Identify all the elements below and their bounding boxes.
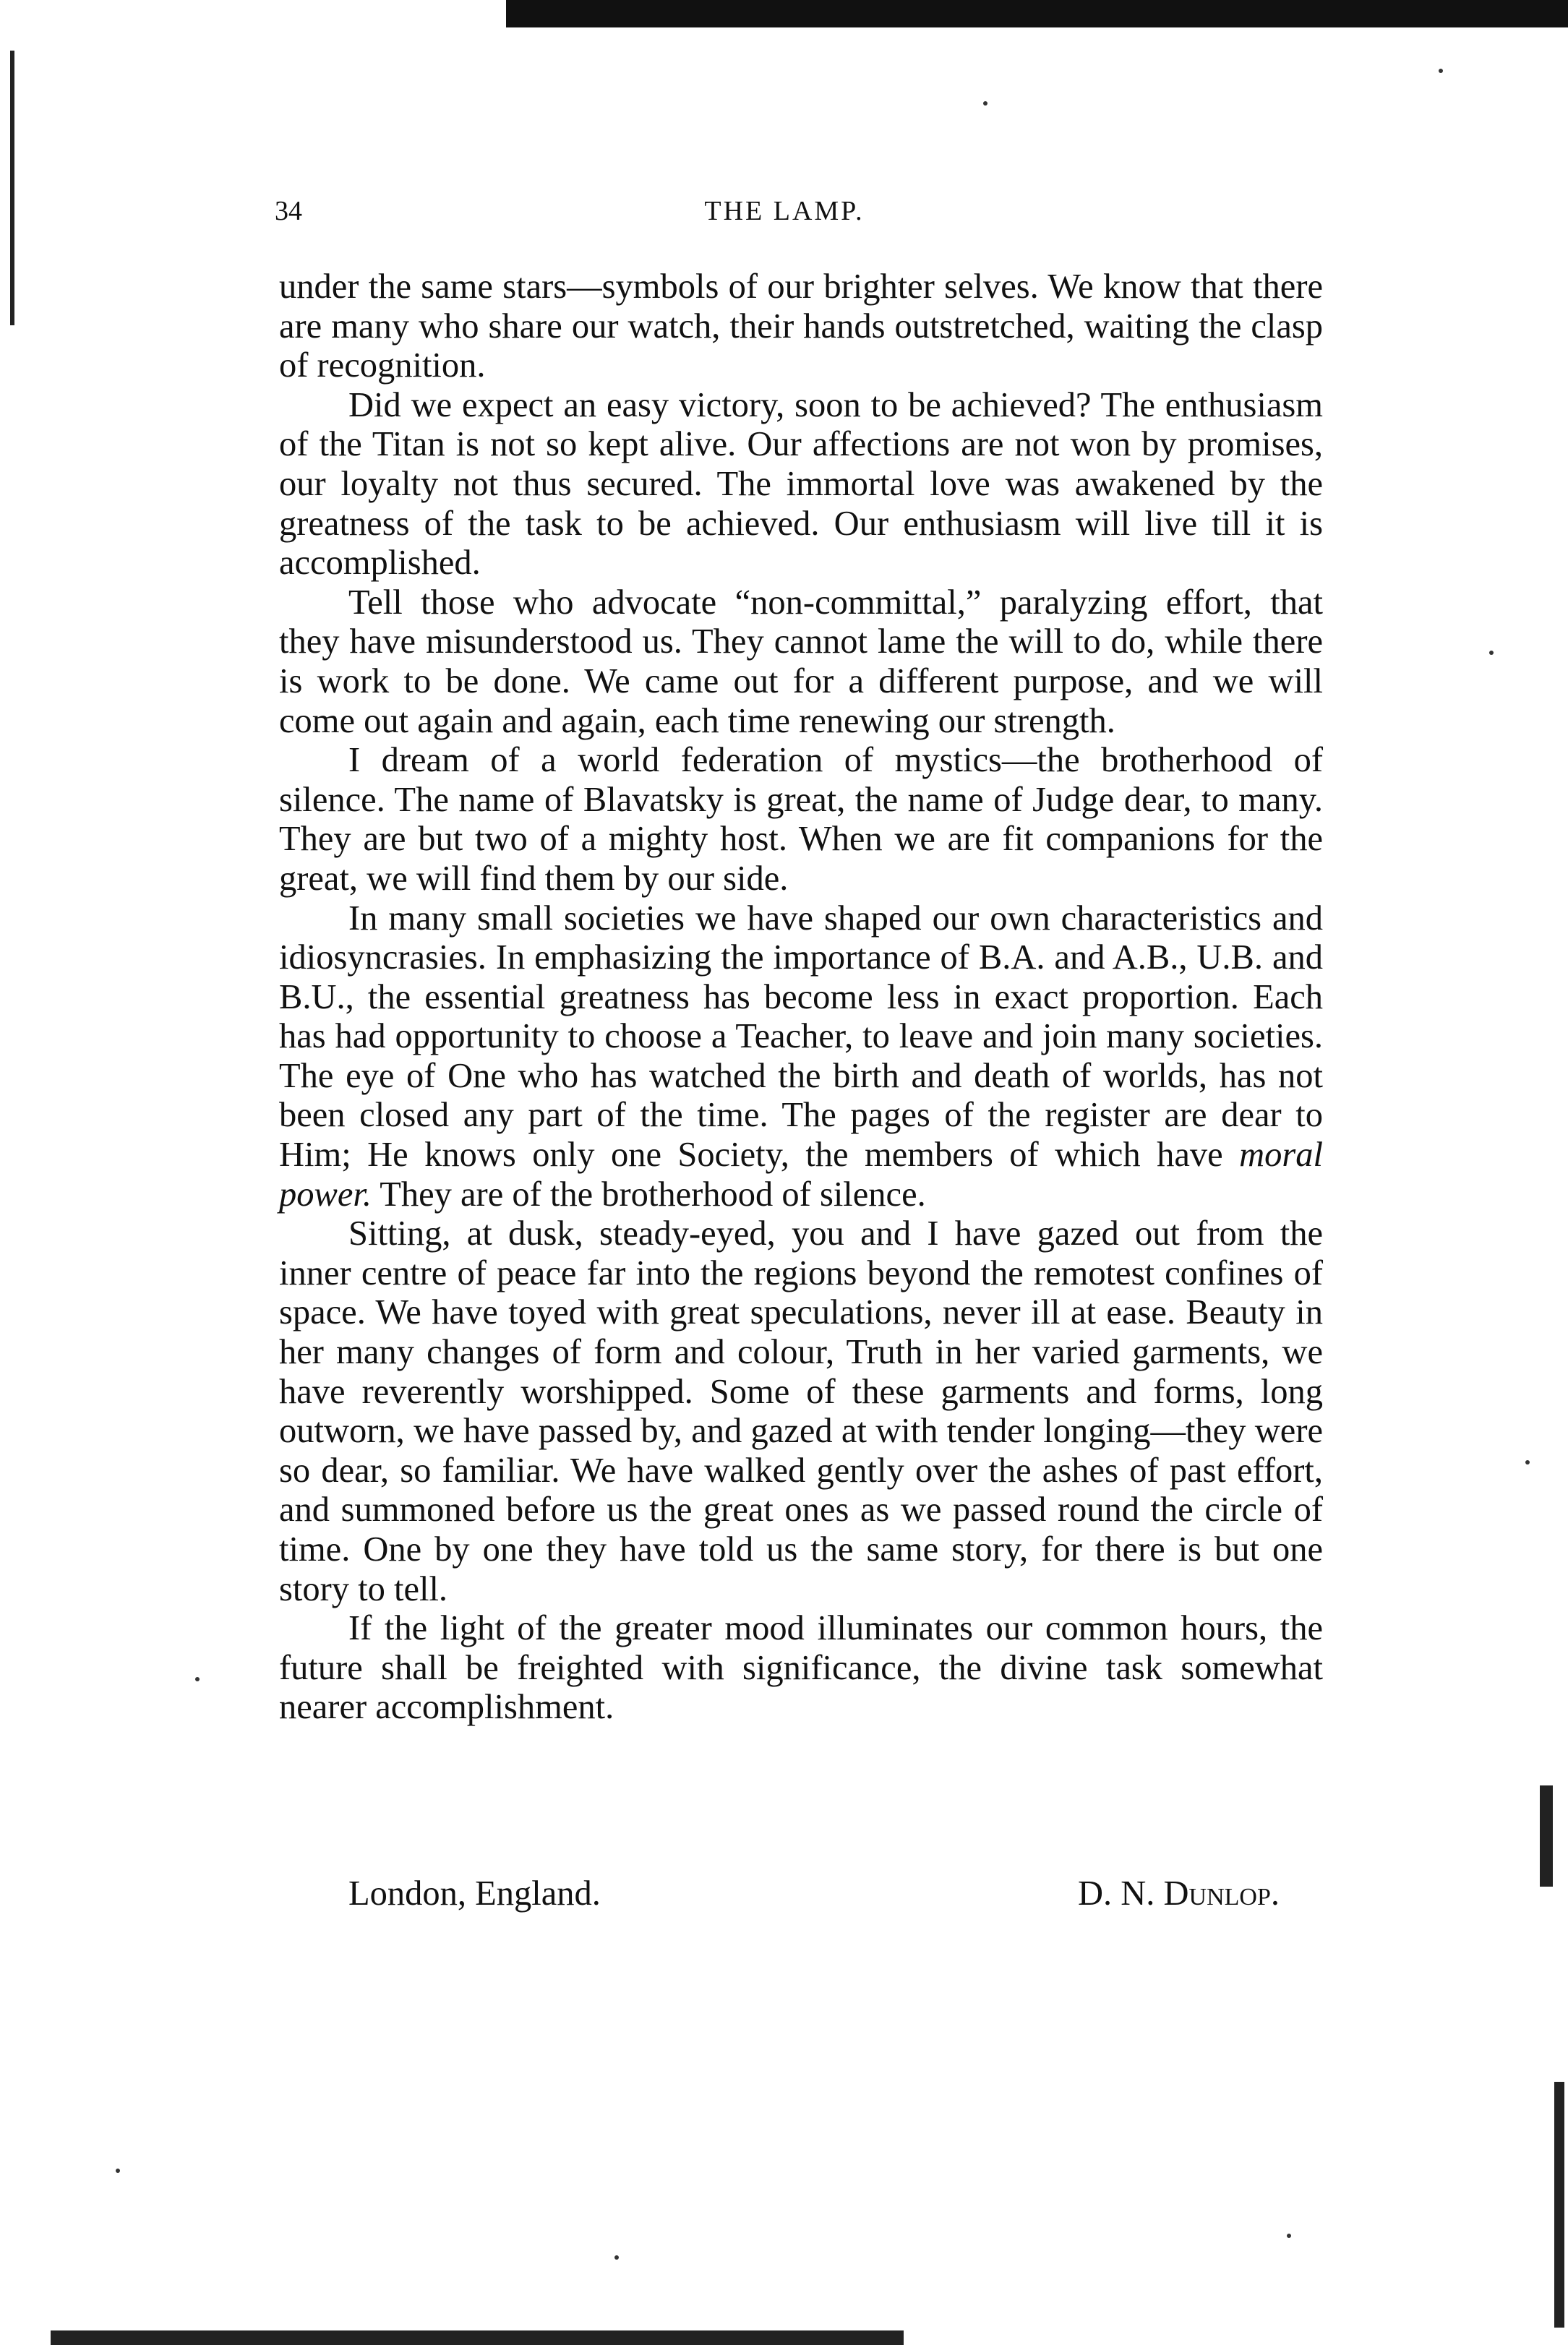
article-body [279, 267, 1323, 1728]
emphasized-text: moral power. [279, 1136, 1323, 1214]
signature-author: D. N. Dunlop. [1077, 1874, 1280, 1913]
right-scan-edge [1554, 2082, 1564, 2328]
scan-speck [1287, 2234, 1291, 2238]
paragraph-text: In many small societies we have shaped our own characteristics and idiosyncrasies. In emphasizing the importance of B.A. and A.B., U.B. and B.U., the essential greatness has become less in exact proportion. Each has had opportunity to choose a Teacher, to leave and join many societies. The eye of One who has watched the birth and death of worlds, has not been closed any part of the time. The pages of the register are dear to Him; He knows only one Society, the members of which have [279, 899, 1323, 1175]
scan-speck [614, 2255, 619, 2260]
scan-speck [1489, 651, 1494, 655]
paragraph: I dream of a world federation of mystics—the brotherhood of silence. The name of Blavatsky is great, the name of Judge dear, to many. They are but two of a mighty host. When we are fit companions for the great, we will find them by our side. [279, 741, 1323, 898]
scan-speck [116, 2169, 120, 2173]
scan-speck [1439, 69, 1443, 73]
right-scan-mark [1540, 1785, 1553, 1887]
signature-place: London, England. [348, 1874, 601, 1913]
paragraph: If the light of the greater mood illuminates our common hours, the future shall be freighted with significance, the divine task somewhat nearer accomplishment. [279, 1609, 1323, 1727]
paragraph [279, 899, 1323, 1215]
left-scan-edge [10, 51, 14, 325]
paragraph: Sitting, at dusk, steady-eyed, you and I have gazed out from the inner centre of peace far into the regions beyond the remotest confines of space. We have toyed with great speculations, never ill at ease. Beauty in her many changes of form and colour, Truth in her varied garments, we have reverently worshipped. Some of these garments and forms, long outworn, we have passed by, and gazed at with tender longing—they were so dear, so familiar. We have walked gently over the ashes of past effort, and summoned before us the great ones as we passed round the circle of time. One by one they have told us the same story, for there is but one story to tell. [279, 1214, 1323, 1608]
bottom-scan-rule [51, 2330, 904, 2345]
top-scan-rule [506, 0, 1568, 27]
paragraph-text: They are of the brotherhood of silence. [372, 1175, 926, 1214]
paragraph: under the same stars—symbols of our brighter selves. We know that there are many who share our watch, their hands outstretched, waiting the clasp of recognition. [279, 267, 1323, 385]
paragraph: Did we expect an easy victory, soon to be achieved? The enthusiasm of the Titan is not so kept alive. Our affections are not won by promises, our loyalty not thus secured. The immortal love was awakened by the greatness of the task to be achieved. Our enthusiasm will live till it is accomplished. [279, 385, 1323, 583]
scan-speck [1525, 1460, 1530, 1465]
page-number: 34 [275, 196, 302, 226]
page-header [275, 195, 1294, 239]
paragraph: Tell those who advocate “non-committal,” paralyzing effort, that they have misunderstood us. They cannot lame the will to do, while there is work to be done. We came out for a different purpose, and we will come out again and again, each time renewing our strength. [279, 583, 1323, 740]
scan-speck [983, 101, 988, 106]
running-title: THE LAMP. [704, 196, 865, 226]
scan-speck [195, 1677, 200, 1681]
